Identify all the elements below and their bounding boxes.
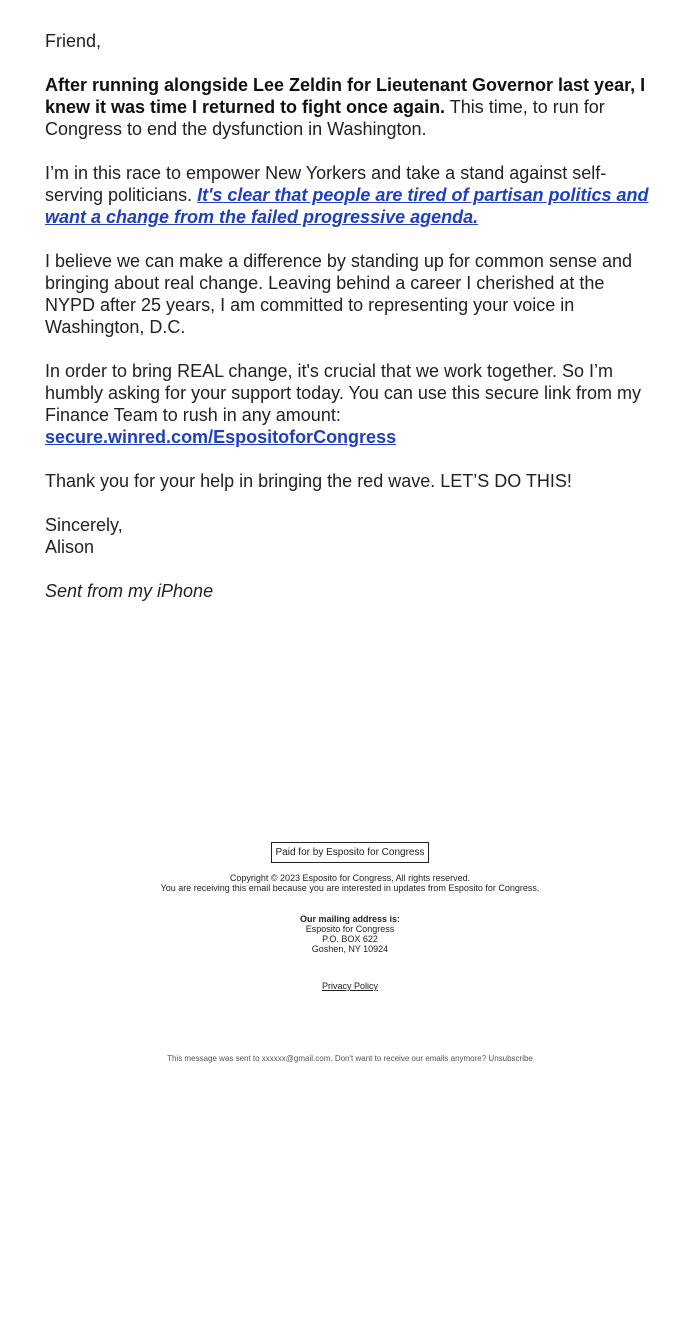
privacy-policy-link[interactable]: Privacy Policy: [321, 981, 378, 991]
email-body: [45, 30, 655, 602]
footer-sent-to: This message was sent to xxxxxx@gmail.com. Don't want to receive our emails anymore? Unsubscribe: [167, 1054, 533, 1063]
address-city: Goshen, NY 10924: [311, 944, 389, 954]
paragraph-race: [45, 162, 655, 228]
partisan-politics-link[interactable]: It's clear that people are tired of partisan politics and want a change from the failed progressive agenda.: [45, 185, 649, 227]
greeting: Friend,: [45, 31, 102, 51]
subscription-reason: You are receiving this email because you are interested in updates from Esposito for Congress.: [160, 883, 540, 893]
footer-copyright-block: [0, 873, 700, 893]
paragraph-thanks: Thank you for your help in bringing the red wave. LET’S DO THIS!: [45, 471, 572, 491]
support-text: In order to bring REAL change, it's crucial that we work together. So I’m humbly asking for your support today. You can use this secure link from my Finance Team to rush in any amount:: [45, 361, 641, 425]
intro-bold-text: After running alongside Lee Zeldin for Lieutenant Governor last year, I knew it was time I returned to fight once again.: [45, 75, 646, 117]
address-po-box: P.O. BOX 622: [322, 934, 378, 944]
footer-paid-for: [0, 842, 700, 863]
copyright-text: Copyright © 2023 Esposito for Congress, All rights reserved.: [229, 873, 471, 883]
footer-mailing-address: [0, 914, 700, 954]
sent-from-iphone: Sent from my iPhone: [45, 581, 214, 601]
intro-rest-text: This time, to run for Congress to end the dysfunction in Washington.: [45, 97, 605, 139]
donate-link[interactable]: secure.winred.com/EspositoforCongress: [45, 427, 397, 447]
address-name: Esposito for Congress: [305, 924, 395, 934]
paragraph-intro: [45, 74, 655, 140]
paid-for-box: Paid for by Esposito for Congress: [271, 842, 430, 863]
paragraph-believe: I believe we can make a difference by standing up for common sense and bringing about real change. Leaving behind a career I cherished at the NYPD after 25 years, I am committed to representing your voice in Washington, D.C.: [45, 251, 633, 337]
mailing-address-label: Our mailing address is:: [299, 914, 401, 924]
race-text: I’m in this race to empower New Yorkers and take a stand against self-serving politicians.: [45, 163, 607, 205]
paragraph-support: [45, 360, 655, 448]
signoff: Sincerely,: [45, 515, 123, 535]
footer-privacy: [0, 976, 700, 994]
signer-name: Alison: [45, 537, 95, 557]
